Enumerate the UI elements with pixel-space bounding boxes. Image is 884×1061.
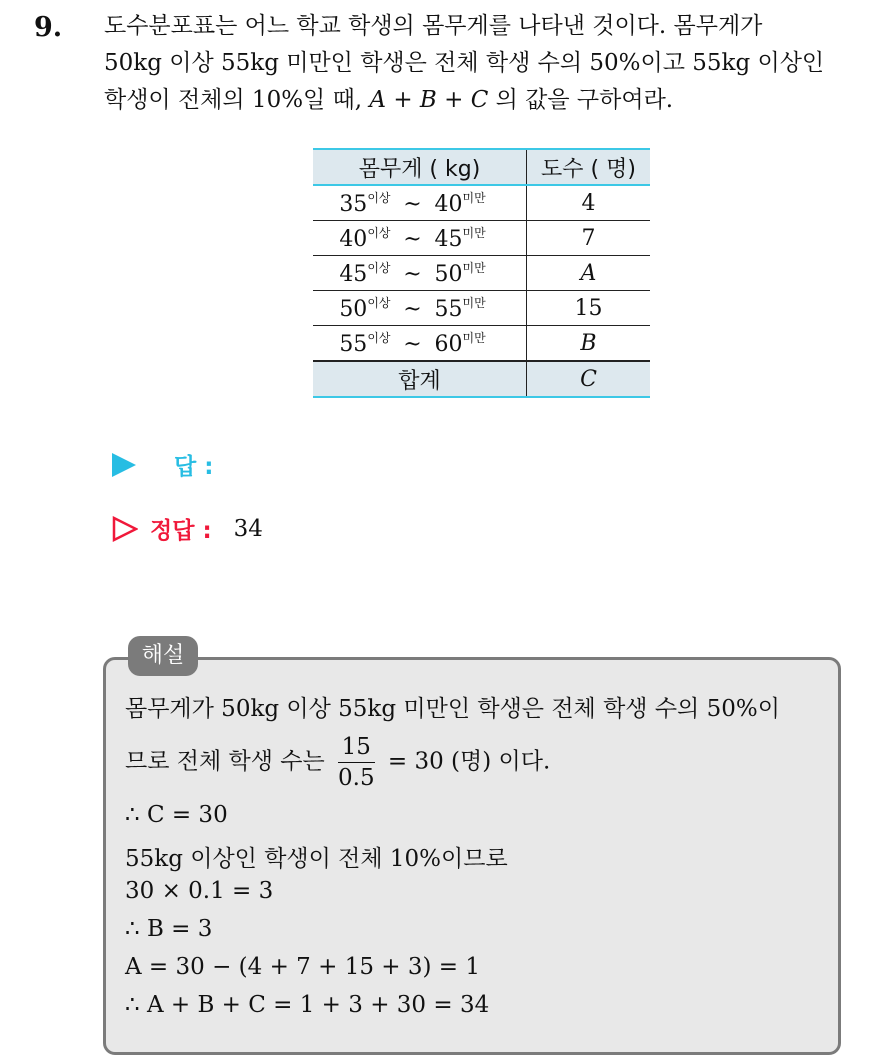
count-cell: B bbox=[527, 326, 651, 362]
solution-tab: 해설 bbox=[128, 636, 198, 676]
solution-line-5: 30 × 0.1 = 3 bbox=[125, 878, 274, 904]
table-row bbox=[313, 326, 650, 362]
range-tilde: ~ bbox=[403, 192, 422, 217]
table-header-row bbox=[313, 149, 650, 185]
weight-range bbox=[313, 185, 527, 221]
range-from: $45^{이상}$ bbox=[339, 261, 391, 287]
correct-answer-label: 정답 : bbox=[150, 518, 212, 544]
range-to: $40^{미만}$ bbox=[434, 191, 486, 217]
table-total-row bbox=[313, 361, 650, 397]
range-to: $50^{미만}$ bbox=[434, 261, 486, 287]
solution-line-8: ∴ A + B + C = 1 + 3 + 30 = 34 bbox=[125, 992, 490, 1018]
total-value-text: C bbox=[580, 366, 597, 392]
range-to: $55^{미만}$ bbox=[434, 296, 486, 322]
weight-range bbox=[313, 326, 527, 362]
range-tilde: ~ bbox=[403, 297, 422, 322]
question-expression: A + B + C bbox=[369, 87, 489, 113]
answer-row bbox=[112, 448, 213, 481]
total-value bbox=[527, 361, 651, 397]
weight-range bbox=[313, 291, 527, 326]
range-to: $60^{미만}$ bbox=[434, 331, 486, 357]
question-line-3 bbox=[104, 82, 874, 119]
solution-line-2-post: = 30 (명) 이다. bbox=[387, 748, 551, 775]
question-line-3-tail: 의 값을 구하여라. bbox=[495, 87, 674, 113]
play-triangle-icon bbox=[112, 453, 136, 477]
range-from: $40^{이상}$ bbox=[339, 226, 391, 252]
answer-label: 답 : bbox=[174, 454, 214, 480]
question-line-1: 도수분포표는 어느 학교 학생의 몸무게를 나타낸 것이다. 몸무게가 bbox=[104, 13, 763, 39]
table-row bbox=[313, 185, 650, 221]
range-tilde: ~ bbox=[403, 262, 422, 287]
count-cell: A bbox=[527, 256, 651, 291]
solution-line-6: ∴ B = 3 bbox=[125, 916, 213, 942]
frequency-table bbox=[313, 148, 650, 398]
solution-line-2-pre: 므로 전체 학생 수는 bbox=[125, 748, 325, 775]
question-number: 9. bbox=[34, 12, 63, 43]
header-weight: 몸무게 ( kg) bbox=[313, 149, 527, 185]
range-tilde: ~ bbox=[403, 332, 422, 357]
outline-triangle-icon bbox=[112, 516, 138, 542]
range-from: $50^{이상}$ bbox=[339, 296, 391, 322]
correct-answer-value: 34 bbox=[233, 515, 263, 542]
solution-line-1: 몸무게가 50kg 이상 55kg 미만인 학생은 전체 학생 수의 50%이 bbox=[125, 696, 780, 722]
count-cell: 7 bbox=[527, 221, 651, 256]
weight-range bbox=[313, 256, 527, 291]
weight-range bbox=[313, 221, 527, 256]
correct-answer-row bbox=[112, 512, 263, 545]
table-row bbox=[313, 221, 650, 256]
question-text bbox=[104, 8, 874, 119]
count-cell: 15 bbox=[527, 291, 651, 326]
fraction-numerator: 15 bbox=[338, 732, 375, 763]
range-tilde: ~ bbox=[403, 227, 422, 252]
question-line-3-text: 학생이 전체의 10%일 때, bbox=[104, 87, 363, 113]
header-count: 도수 ( 명) bbox=[527, 149, 651, 185]
table-row bbox=[313, 256, 650, 291]
solution-line-7: A = 30 − (4 + 7 + 15 + 3) = 1 bbox=[125, 954, 480, 980]
count-cell: 4 bbox=[527, 185, 651, 221]
range-from: $55^{이상}$ bbox=[339, 331, 391, 357]
table-row bbox=[313, 291, 650, 326]
fraction bbox=[338, 732, 375, 793]
solution-line-2 bbox=[125, 732, 550, 793]
solution-line-3: ∴ C = 30 bbox=[125, 802, 228, 828]
solution-line-4: 55kg 이상인 학생이 전체 10%이므로 bbox=[125, 846, 508, 872]
total-label: 합계 bbox=[313, 361, 527, 397]
range-to: $45^{미만}$ bbox=[434, 226, 486, 252]
fraction-denominator: 0.5 bbox=[338, 765, 375, 791]
question-line-2: 50kg 이상 55kg 미만인 학생은 전체 학생 수의 50%이고 55kg 이상인 bbox=[104, 50, 825, 76]
range-from: $35^{이상}$ bbox=[339, 191, 391, 217]
